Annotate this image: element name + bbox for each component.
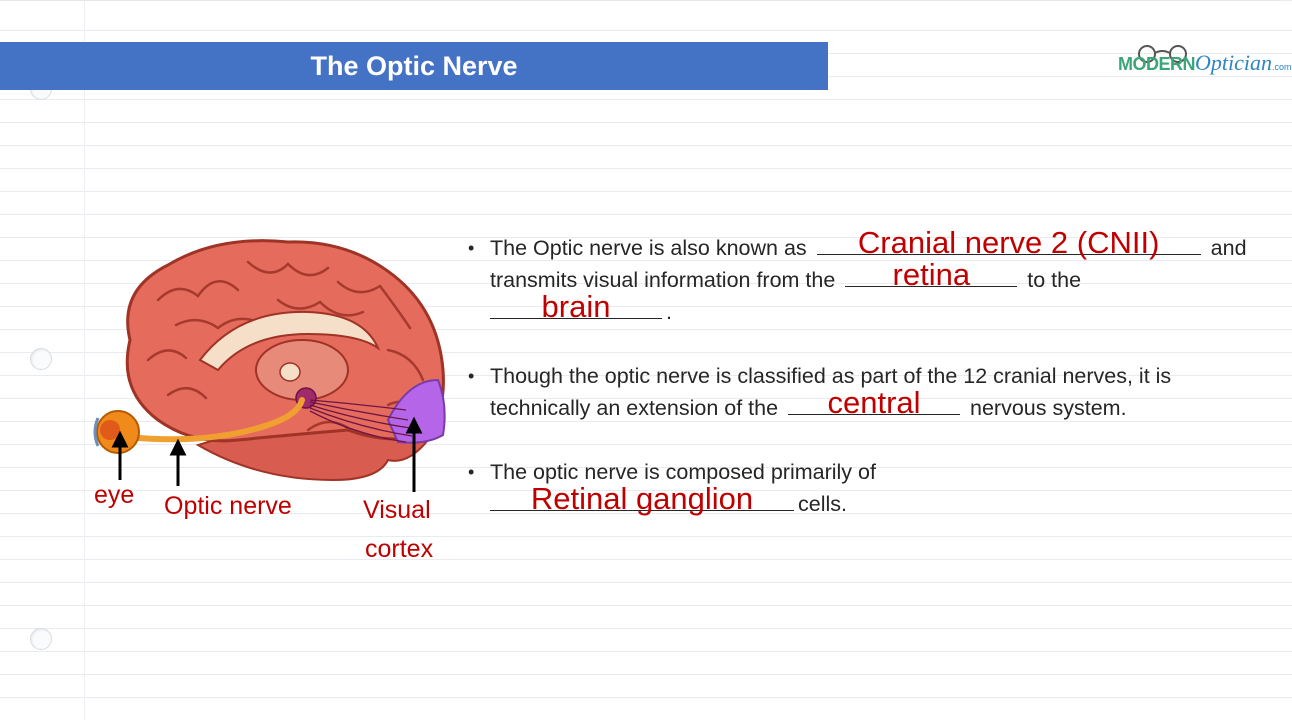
modern-optician-logo (1118, 40, 1292, 84)
answer-blank-1 (817, 225, 1201, 260)
brain-illustration (88, 230, 460, 490)
label-visual-cortex-line1: Visual (363, 496, 431, 524)
bullet-1-text-2: and transmits visual information from the (490, 236, 1247, 292)
bullet-1-text-3: to the (1027, 268, 1082, 292)
bullet-item-1 (468, 225, 1248, 328)
logo-optician-text: Optician (1195, 50, 1272, 75)
bullet-item-3 (468, 456, 1248, 520)
bullet-3-text-2: cells. (798, 492, 847, 516)
answer-blank-4 (788, 385, 960, 420)
logo-modern-text: MODERN (1118, 54, 1195, 74)
answer-retinal-ganglion: Retinal ganglion (530, 481, 754, 516)
bullet-2-text-2: nervous system. (970, 396, 1127, 420)
bullet-1-text-4: . (666, 300, 672, 324)
label-optic-nerve: Optic nerve (164, 492, 292, 520)
label-eye: eye (94, 481, 135, 509)
punch-hole (30, 628, 52, 650)
answer-blank-2 (845, 257, 1017, 292)
label-visual-cortex-line2: cortex (365, 535, 434, 563)
answer-retina: retina (892, 257, 971, 292)
page-title: The Optic Nerve (310, 50, 518, 81)
brain-diagram (88, 230, 460, 570)
thalamus-center (280, 363, 300, 381)
punch-hole (30, 348, 52, 370)
answer-central: central (827, 385, 921, 420)
bullet-3-text-1: The optic nerve is composed primarily of (490, 460, 876, 484)
bullet-item-2 (468, 360, 1248, 424)
bullet-1-text-1: The Optic nerve is also known as (490, 236, 807, 260)
bullet-list (468, 225, 1248, 552)
answer-blank-3 (490, 289, 662, 324)
answer-blank-5 (490, 481, 794, 516)
answer-brain: brain (541, 289, 611, 324)
logo-suffix-text: .com (1272, 62, 1292, 72)
notebook-margin-line (84, 0, 85, 720)
bullet-2-text-1: Though the optic nerve is classified as part of the 12 cranial nerves, it is technically an extension of the (490, 364, 1172, 420)
answer-cranial-nerve: Cranial nerve 2 (CNII) (857, 225, 1160, 260)
title-bar (0, 42, 828, 90)
